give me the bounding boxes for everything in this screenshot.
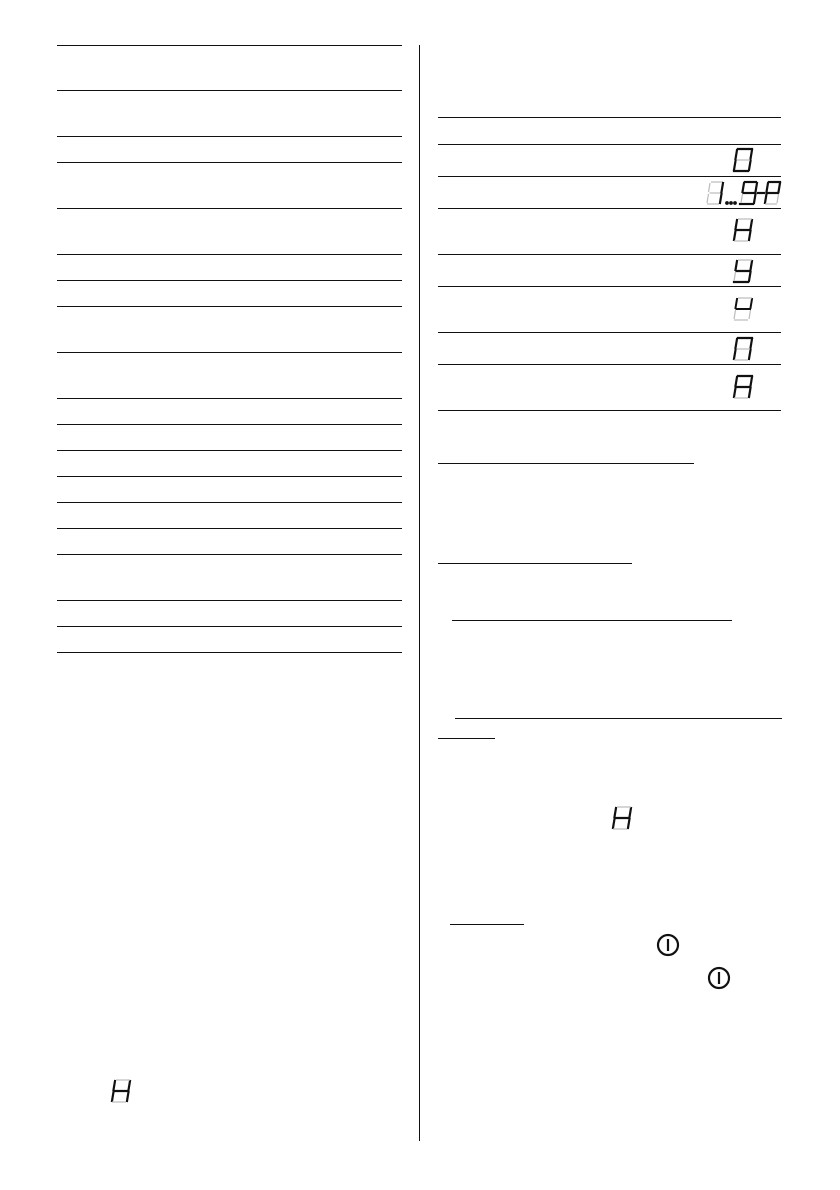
seven-segment-h-icon bbox=[732, 217, 756, 243]
subheading-underline bbox=[438, 738, 495, 739]
table-rule bbox=[57, 208, 402, 209]
heading-underline bbox=[438, 463, 694, 464]
column-divider bbox=[419, 45, 420, 1141]
table-rule bbox=[57, 90, 402, 91]
seven-segment-h-dim-icon bbox=[732, 296, 756, 322]
table-rule bbox=[57, 476, 402, 477]
table-rule bbox=[57, 600, 402, 601]
table-rule bbox=[438, 332, 781, 333]
table-rule bbox=[57, 162, 402, 163]
seven-segment-0-icon bbox=[732, 147, 756, 173]
table-rule bbox=[438, 208, 781, 209]
table-rule bbox=[57, 626, 402, 627]
seven-segment-h-icon bbox=[110, 1078, 134, 1104]
table-rule bbox=[438, 176, 781, 177]
subheading-underline bbox=[450, 924, 524, 925]
table-rule bbox=[57, 652, 402, 653]
table-rule bbox=[57, 136, 402, 137]
table-rule bbox=[57, 450, 402, 451]
table-rule bbox=[438, 286, 781, 287]
table-rule bbox=[57, 254, 402, 255]
table-rule bbox=[438, 364, 781, 365]
table-rule bbox=[57, 528, 402, 529]
subheading-underline bbox=[438, 563, 632, 564]
table-rule bbox=[57, 45, 402, 46]
table-rule bbox=[438, 144, 781, 145]
table-rule bbox=[57, 554, 402, 555]
power-icon bbox=[707, 966, 731, 990]
seven-segment-a-icon bbox=[732, 374, 756, 400]
seven-segment-u-icon bbox=[732, 258, 756, 284]
table-rule bbox=[57, 424, 402, 425]
subheading-underline bbox=[455, 718, 782, 719]
table-rule bbox=[57, 352, 402, 353]
table-rule bbox=[57, 398, 402, 399]
seven-segment-h-icon bbox=[611, 805, 635, 831]
subheading-underline bbox=[452, 620, 732, 621]
table-rule bbox=[438, 254, 781, 255]
table-rule bbox=[57, 502, 402, 503]
table-rule bbox=[57, 306, 402, 307]
seven-segment-n-icon bbox=[732, 336, 756, 362]
power-icon bbox=[656, 933, 680, 957]
table-rule bbox=[57, 280, 402, 281]
seven-segment-range-icon bbox=[705, 180, 781, 206]
table-rule bbox=[438, 117, 781, 118]
table-rule bbox=[438, 410, 781, 411]
